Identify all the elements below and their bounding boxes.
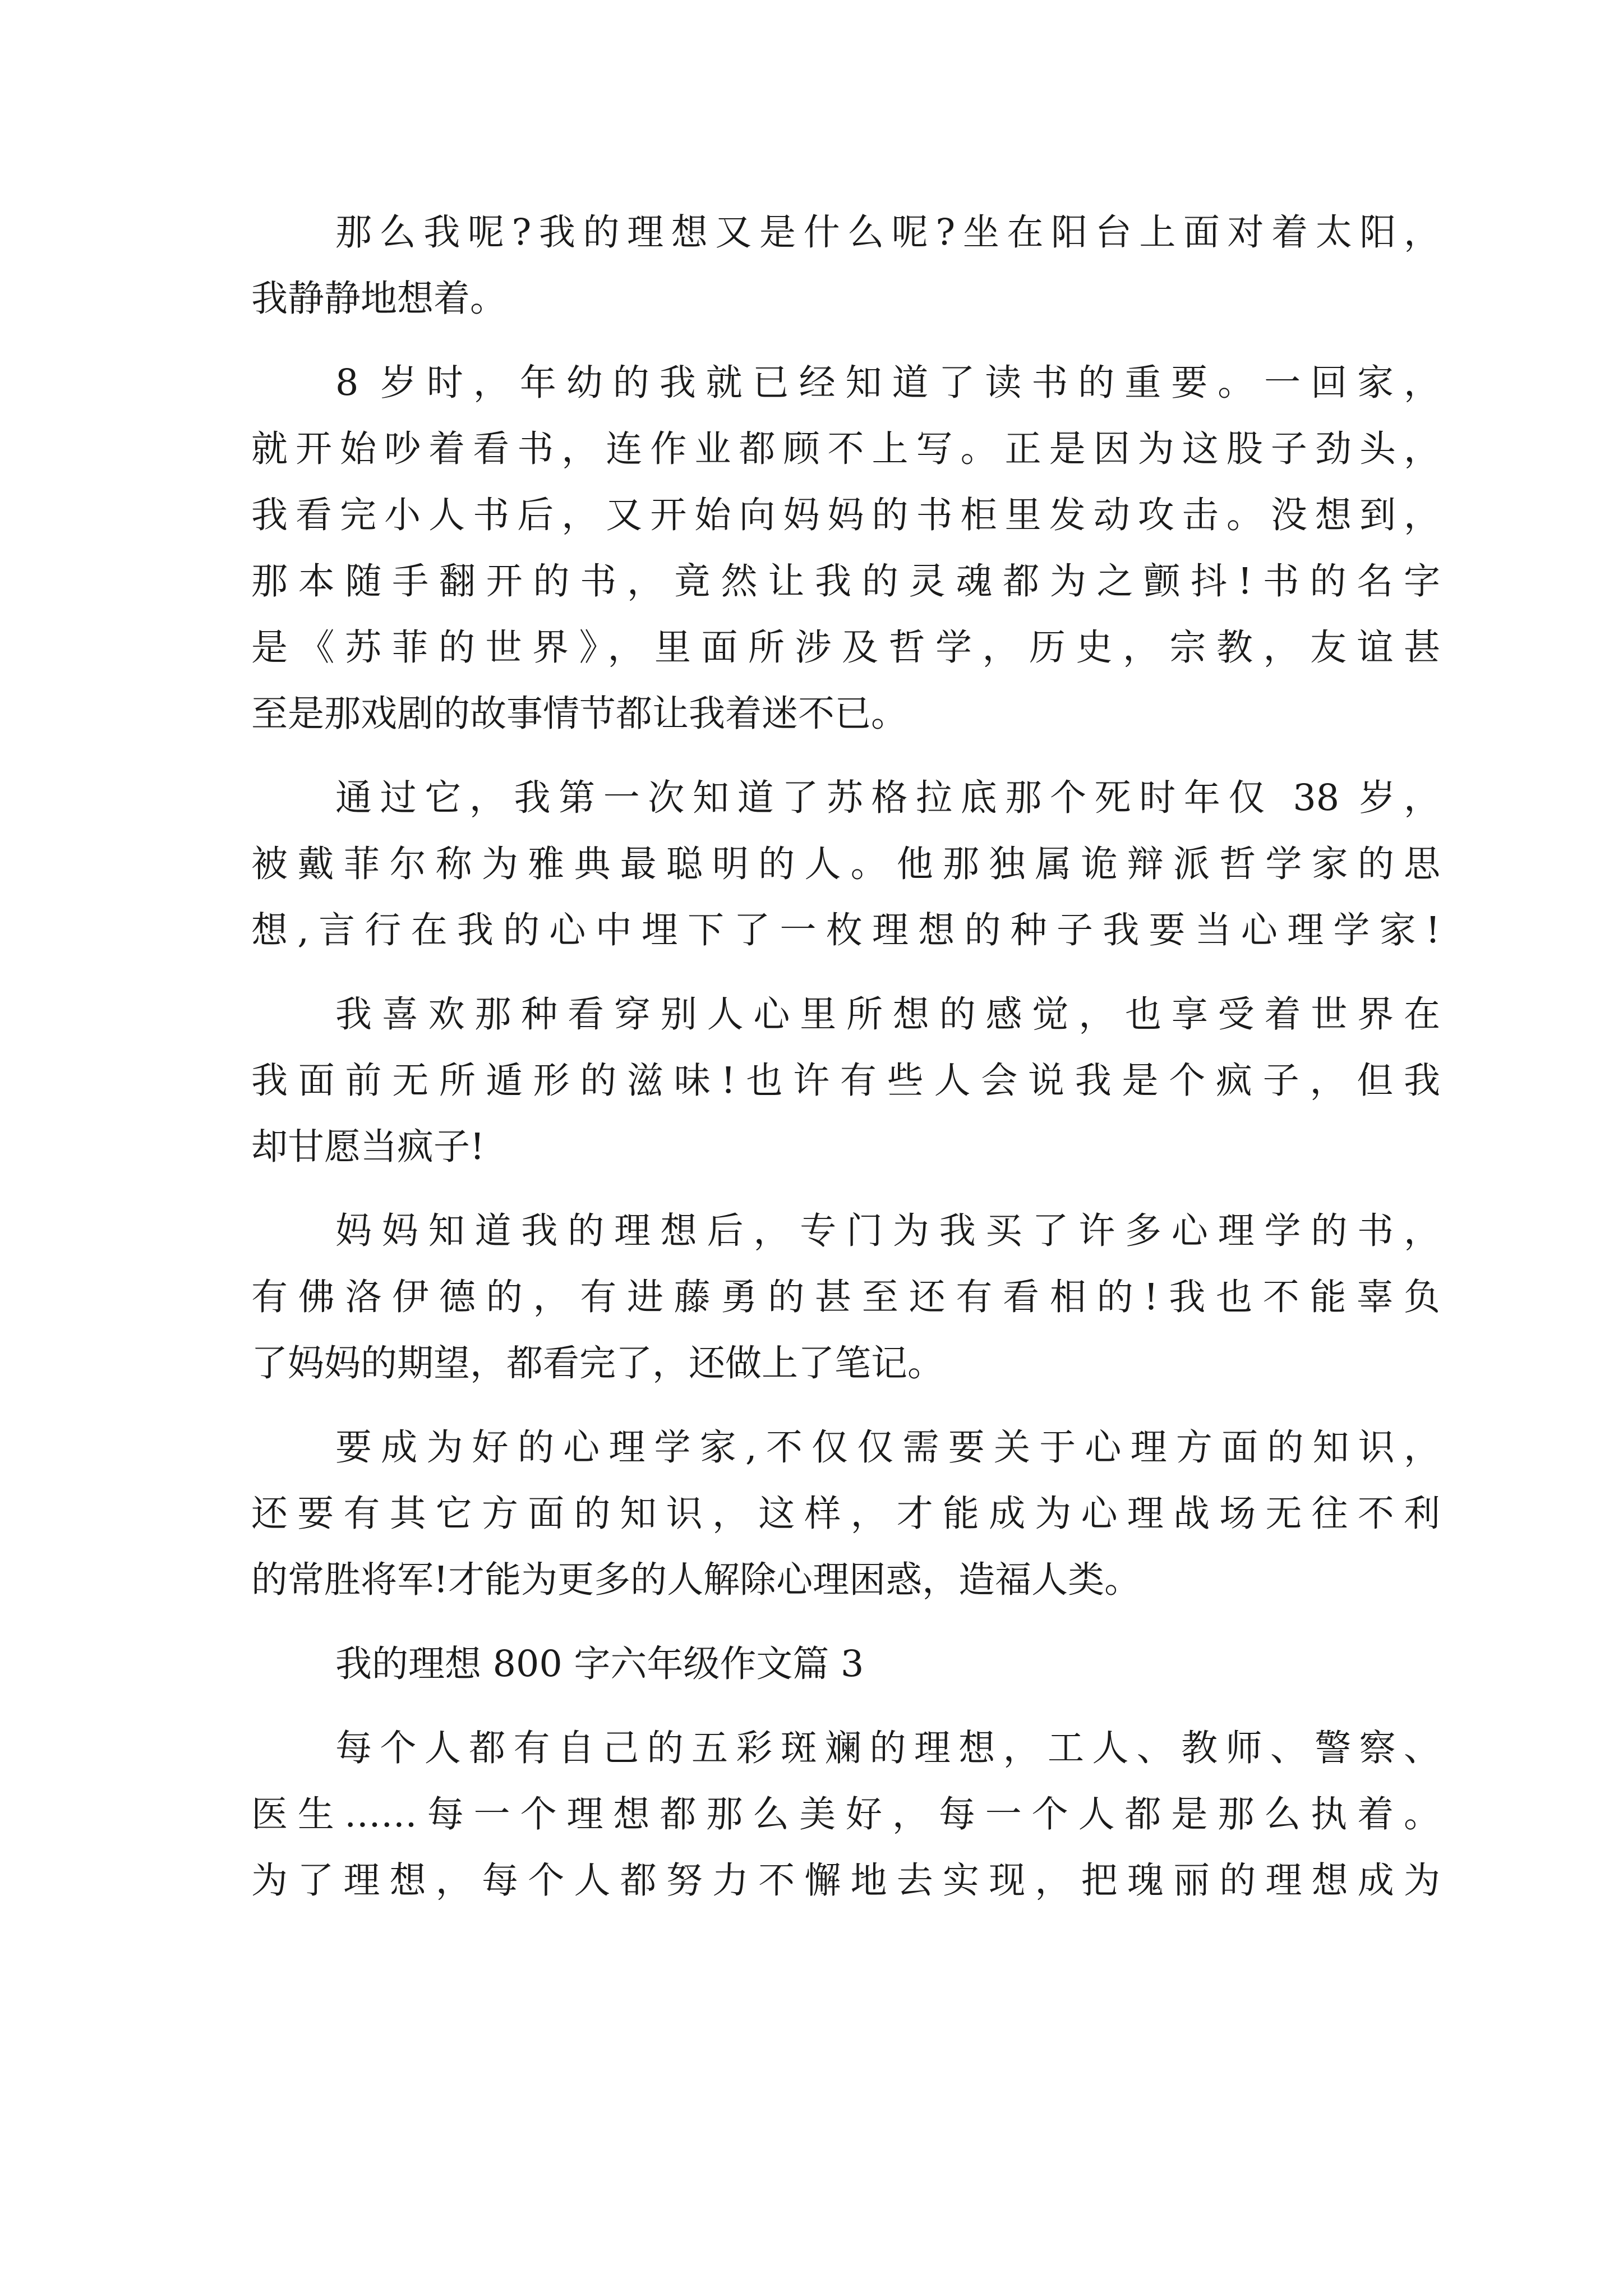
text-line: 8 岁时，年幼的我就已经知道了读书的重要。一回家， [335, 362, 1440, 404]
section-heading: 我的理想 800 字六年级作文篇 3 [335, 1643, 864, 1685]
text-line: 那么我呢?我的理想又是什么呢?坐在阳台上面对着太阳， [335, 211, 1440, 254]
text-line: 还要有其它方面的知识，这样，才能成为心理战场无往不利 [251, 1493, 1440, 1535]
text-line: 通过它，我第一次知道了苏格拉底那个死时年仅 38 岁， [335, 777, 1440, 819]
text-line: 医生……每一个理想都那么美好，每一个人都是那么执着。 [251, 1793, 1440, 1835]
text-line: 了妈妈的期望，都看完了，还做上了笔记。 [251, 1342, 944, 1384]
text-line: 有佛洛伊德的，有进藤勇的甚至还有看相的!我也不能辜负 [251, 1276, 1440, 1318]
text-line: 却甘愿当疯子! [251, 1126, 485, 1168]
text-line: 我面前无所遁形的滋味!也许有些人会说我是个疯子，但我 [251, 1060, 1440, 1102]
text-line: 是《苏菲的世界》，里面所涉及哲学，历史，宗教，友谊甚 [251, 627, 1440, 669]
text-line: 的常胜将军!才能为更多的人解除心理困惑，造福人类。 [251, 1559, 1141, 1601]
essay-text [251, 200, 1440, 1914]
text-line: 要成为好的心理学家,不仅仅需要关于心理方面的知识， [335, 1427, 1440, 1469]
text-line: 想,言行在我的心中埋下了一枚理想的种子我要当心理学家! [251, 909, 1440, 951]
text-line: 被戴菲尔称为雅典最聪明的人。他那独属诡辩派哲学家的思 [251, 843, 1440, 885]
text-line: 妈妈知道我的理想后，专门为我买了许多心理学的书， [335, 1210, 1440, 1252]
text-line: 那本随手翻开的书，竟然让我的灵魂都为之颤抖!书的名字 [251, 560, 1440, 602]
text-line: 我静静地想着。 [251, 278, 507, 320]
text-line: 就开始吵着看书，连作业都顾不上写。正是因为这股子劲头， [251, 428, 1440, 470]
text-line: 我看完小人书后，又开始向妈妈的书柜里发动攻击。没想到， [251, 494, 1440, 536]
text-line: 至是那戏剧的故事情节都让我着迷不已。 [251, 693, 908, 735]
text-line: 为了理想，每个人都努力不懈地去实现，把瑰丽的理想成为 [251, 1860, 1440, 1902]
text-line: 每个人都有自己的五彩斑斓的理想，工人、教师、警察、 [335, 1727, 1440, 1769]
text-line: 我喜欢那种看穿别人心里所想的感觉，也享受着世界在 [335, 993, 1440, 1036]
